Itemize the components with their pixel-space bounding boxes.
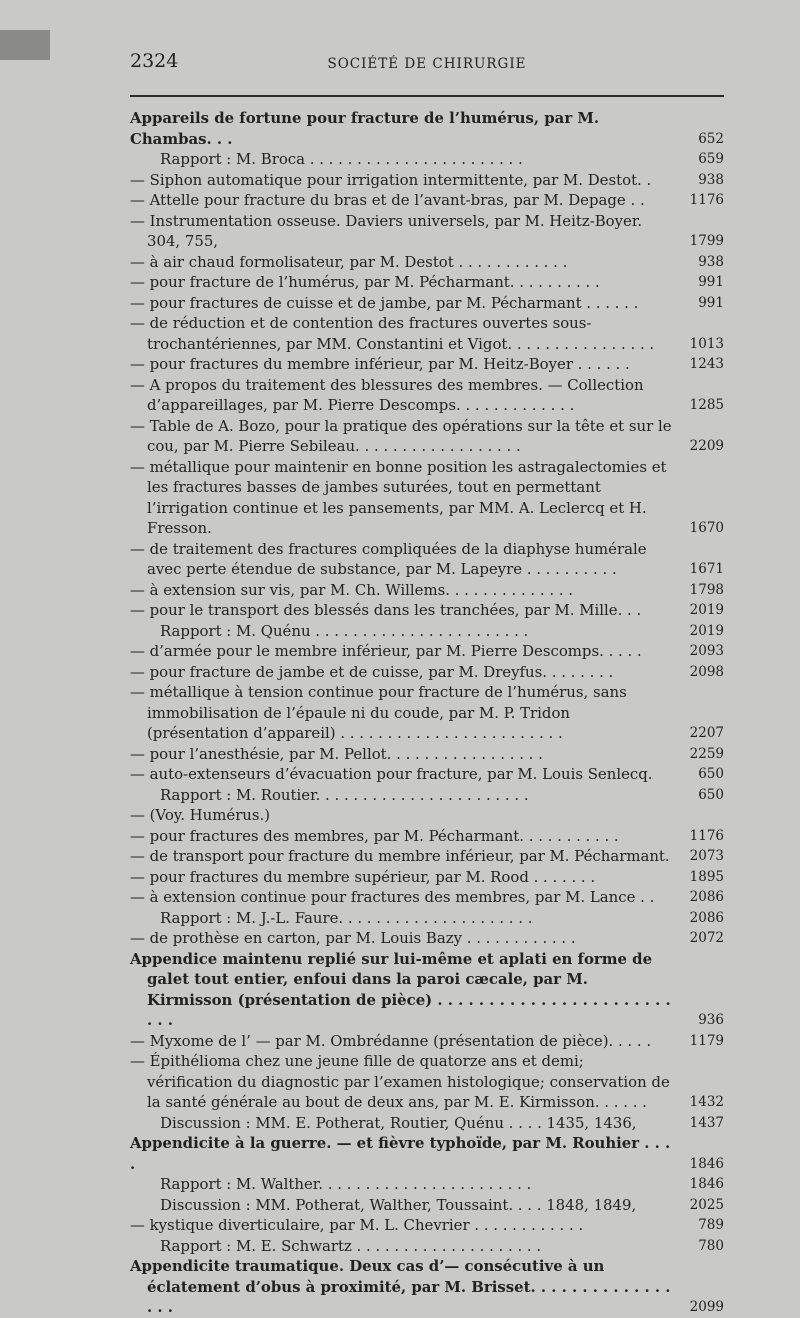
index-entry [130,190,724,211]
page-reference: 1176 [689,827,724,844]
page-reference: 1846 [689,1155,724,1172]
running-title: SOCIÉTÉ DE CHIRURGIE [327,56,527,72]
index-entry [130,416,724,457]
page-reference: 2207 [689,725,724,741]
page-reference: 2093 [689,643,724,659]
entry-text: — de traitement des fractures compliquées de la diaphyse humérale avec perte étendue de substance, par M. Lapeyre . . . . . . . . . . [130,539,647,578]
page-reference: 2259 [689,745,724,762]
index-entry [130,293,724,314]
index-entry [130,354,724,375]
index-entry [130,785,724,806]
index-entry [130,1133,724,1174]
entry-text: — de réduction et de contention des fractures ouvertes sous-trochantériennes, par MM. Constantini et Vigot. . . . . . . . . . . . . . . . [130,314,655,353]
entry-text: — métallique à tension continue pour fracture de l’humérus, sans immobilisation de l’épaule ni du coude, par M. P. Tridon (présentation d’appareil) . . . . . . . . . . . . . . . . . . . . . . . . [130,683,627,742]
entry-text: — pour fractures du membre inférieur, par M. Heitz-Boyer . . . . . . [130,355,630,373]
index-entry [130,662,724,683]
entry-text: Discussion : MM. E. Potherat, Routier, Quénu . . . . 1435, 1436, [160,1113,637,1132]
page-reference: 1846 [689,1176,724,1192]
entry-text: — pour fractures de cuisse et de jambe, par M. Pécharmant . . . . . . [130,293,639,312]
page-number: 2324 [130,50,179,72]
page-reference: 780 [698,1237,724,1254]
entry-text: — Myxome de l’ — par M. Ombrédanne (présentation de pièce). . . . . [130,1031,652,1050]
index-entry [130,149,724,170]
entry-text: — à extension sur vis, par M. Ch. Willems. . . . . . . . . . . . . . [130,580,574,599]
entry-text: Rapport : M. Walther. . . . . . . . . . . . . . . . . . . . . . . [160,1175,532,1193]
entry-text: — pour le transport des blessés dans les tranchées, par M. Mille. . . [130,601,642,619]
index-entry [130,1113,724,1134]
index-entry [130,272,724,293]
entry-text: — kystique diverticulaire, par M. L. Chevrier . . . . . . . . . . . . [130,1216,584,1234]
page-reference: 2019 [689,622,724,639]
page-reference: 1798 [689,581,724,598]
index-entry [130,682,724,744]
entry-text: Rapport : M. Quénu . . . . . . . . . . . . . . . . . . . . . . . [160,621,529,640]
index-entry [130,580,724,601]
index-entry [130,908,724,929]
entry-text: — de prothèse en carton, par M. Louis Bazy . . . . . . . . . . . . [130,929,576,947]
index-entry [130,1256,724,1318]
entry-text: — métallique pour maintenir en bonne position les astragalectomies et les fractures basses de jambes suturées, tout en permettant l’irrigation continue et les pansements, par MM. A. Leclercq et H. Fresson. [130,457,667,537]
index-entry [130,252,724,273]
page-reference: 1243 [689,356,724,372]
entry-text: — pour fracture de l’humérus, par M. Pécharmant. . . . . . . . . . [130,273,600,291]
page-reference: 938 [698,171,724,188]
index-entry [130,1031,724,1052]
entry-text: — Instrumentation osseuse. Daviers universels, par M. Heitz-Boyer. 304, 755, [130,211,643,250]
entry-text: Rapport : M. J.-L. Faure. . . . . . . . . . . . . . . . . . . . . [160,908,533,927]
index-entry [130,211,724,252]
page-reference: 650 [698,786,724,803]
index-entry [130,1215,724,1236]
page-reference: 1670 [689,520,724,536]
page-reference: 1799 [689,233,724,249]
entry-text: Appareils de fortune pour fracture de l’humérus, par M. Chambas. . . [130,109,600,148]
page-reference: 938 [698,253,724,270]
entry-text: Rapport : M. E. Schwartz . . . . . . . . . . . . . . . . . . . . [160,1236,542,1255]
index-entry [130,539,724,580]
page-reference: 2098 [689,663,724,680]
entry-text: — à air chaud formolisateur, par M. Destot . . . . . . . . . . . . [130,252,568,271]
entry-text: Rapport : M. Broca . . . . . . . . . . . . . . . . . . . . . . . [160,150,523,168]
index-entry [130,949,724,1031]
page-reference: 650 [698,766,724,782]
page-reference: 1013 [689,335,724,352]
page-reference: 991 [698,274,724,290]
entry-text: — pour fractures des membres, par M. Pécharmant. . . . . . . . . . . [130,826,619,845]
index-entry [130,805,724,826]
index-entry [130,867,724,888]
entry-text: — A propos du traitement des blessures des membres. — Collection d’appareillages, par M. Pierre Descomps. . . . . . . . . . . . . [130,375,644,414]
page-reference: 2209 [689,438,724,454]
entry-text: — pour fractures du membre supérieur, par M. Rood . . . . . . . [130,867,596,886]
entry-text: — auto-extenseurs d’évacuation pour fracture, par M. Louis Senlecq. [130,765,653,783]
entry-text: — Attelle pour fracture du bras et de l’avant-bras, par M. Depage . . [130,191,645,209]
page-reference: 1895 [689,868,724,885]
page-reference: 2072 [689,930,724,946]
index-entry [130,641,724,662]
page-reference: 991 [698,294,724,311]
page-reference: 1285 [689,397,724,413]
entry-text: — Épithélioma chez une jeune fille de quatorze ans et demi; vérification du diagnostic par l’examen histologique; conservation de la santé générale au bout de deux ans, par M. E. Kirmisson. . . . . . [130,1052,670,1111]
page-reference: 652 [698,130,724,147]
page-reference: 659 [698,151,724,167]
index-entry [130,621,724,642]
page-reference: 789 [698,1217,724,1233]
header-rule [130,95,724,97]
page-reference: 1432 [689,1094,724,1110]
page-reference: 1176 [689,192,724,208]
page-reference: 2086 [689,909,724,926]
index-entry [130,1174,724,1195]
entry-text: Appendicite traumatique. Deux cas d’— consécutive à un éclatement d’obus à proximité, par M. Brisset. . . . . . . . . . . . . . . . . [130,1257,671,1316]
index-entry [130,1236,724,1257]
entry-text: Appendice maintenu replié sur lui-même et aplati en forme de galet tout entier, enfoui dans la paroi cæcale, par M. Kirmisson (présentation de pièce) . . . . . . . . . . . . . . . . . . . . . . . . . . [130,949,671,1029]
entry-text: — d’armée pour le membre inférieur, par M. Pierre Descomps. . . . . [130,642,642,660]
index-entry [130,744,724,765]
page-reference: 2025 [689,1196,724,1213]
page-reference: 2073 [689,848,724,864]
entry-text: — Table de A. Bozo, pour la pratique des opérations sur la tête et sur le cou, par M. Pierre Sebileau. . . . . . . . . . . . . . . . . . [130,416,672,455]
page-reference: 2086 [689,889,724,905]
entry-text: — Siphon automatique pour irrigation intermittente, par M. Destot. . [130,170,652,189]
page-reference: 2019 [689,602,724,618]
index-entry [130,108,724,149]
index-entry [130,1195,724,1216]
index-entry [130,170,724,191]
page-reference: 1437 [689,1114,724,1131]
entry-text: — pour fracture de jambe et de cuisse, par M. Dreyfus. . . . . . . . [130,662,614,681]
entry-text: Discussion : MM. Potherat, Walther, Toussaint. . . . 1848, 1849, [160,1195,637,1214]
index-list [130,108,724,1318]
index-entry [130,457,724,539]
index-entry [130,846,724,867]
page-reference: 1671 [689,561,724,577]
entry-text: — pour l’anesthésie, par M. Pellot. . . . . . . . . . . . . . . . . [130,744,543,763]
page-reference: 936 [698,1012,724,1028]
scan-edge-mark [0,30,50,60]
entry-text: — de transport pour fracture du membre inférieur, par M. Pécharmant. [130,847,670,865]
entry-text: Rapport : M. Routier. . . . . . . . . . . . . . . . . . . . . . . [160,785,529,804]
page-header [130,50,724,76]
index-entry [130,764,724,785]
index-entry [130,887,724,908]
index-entry [130,1051,724,1113]
entry-text: — (Voy. Humérus.) [130,806,271,824]
index-entry [130,826,724,847]
page-reference: 1179 [689,1032,724,1049]
index-entry [130,600,724,621]
page-reference: 2099 [689,1299,724,1315]
index-entry [130,928,724,949]
index-entry [130,313,724,354]
entry-text: Appendicite à la guerre. — et fièvre typhoïde, par M. Rouhier . . . . [130,1134,671,1173]
index-entry [130,375,724,416]
entry-text: — à extension continue pour fractures des membres, par M. Lance . . [130,888,655,906]
